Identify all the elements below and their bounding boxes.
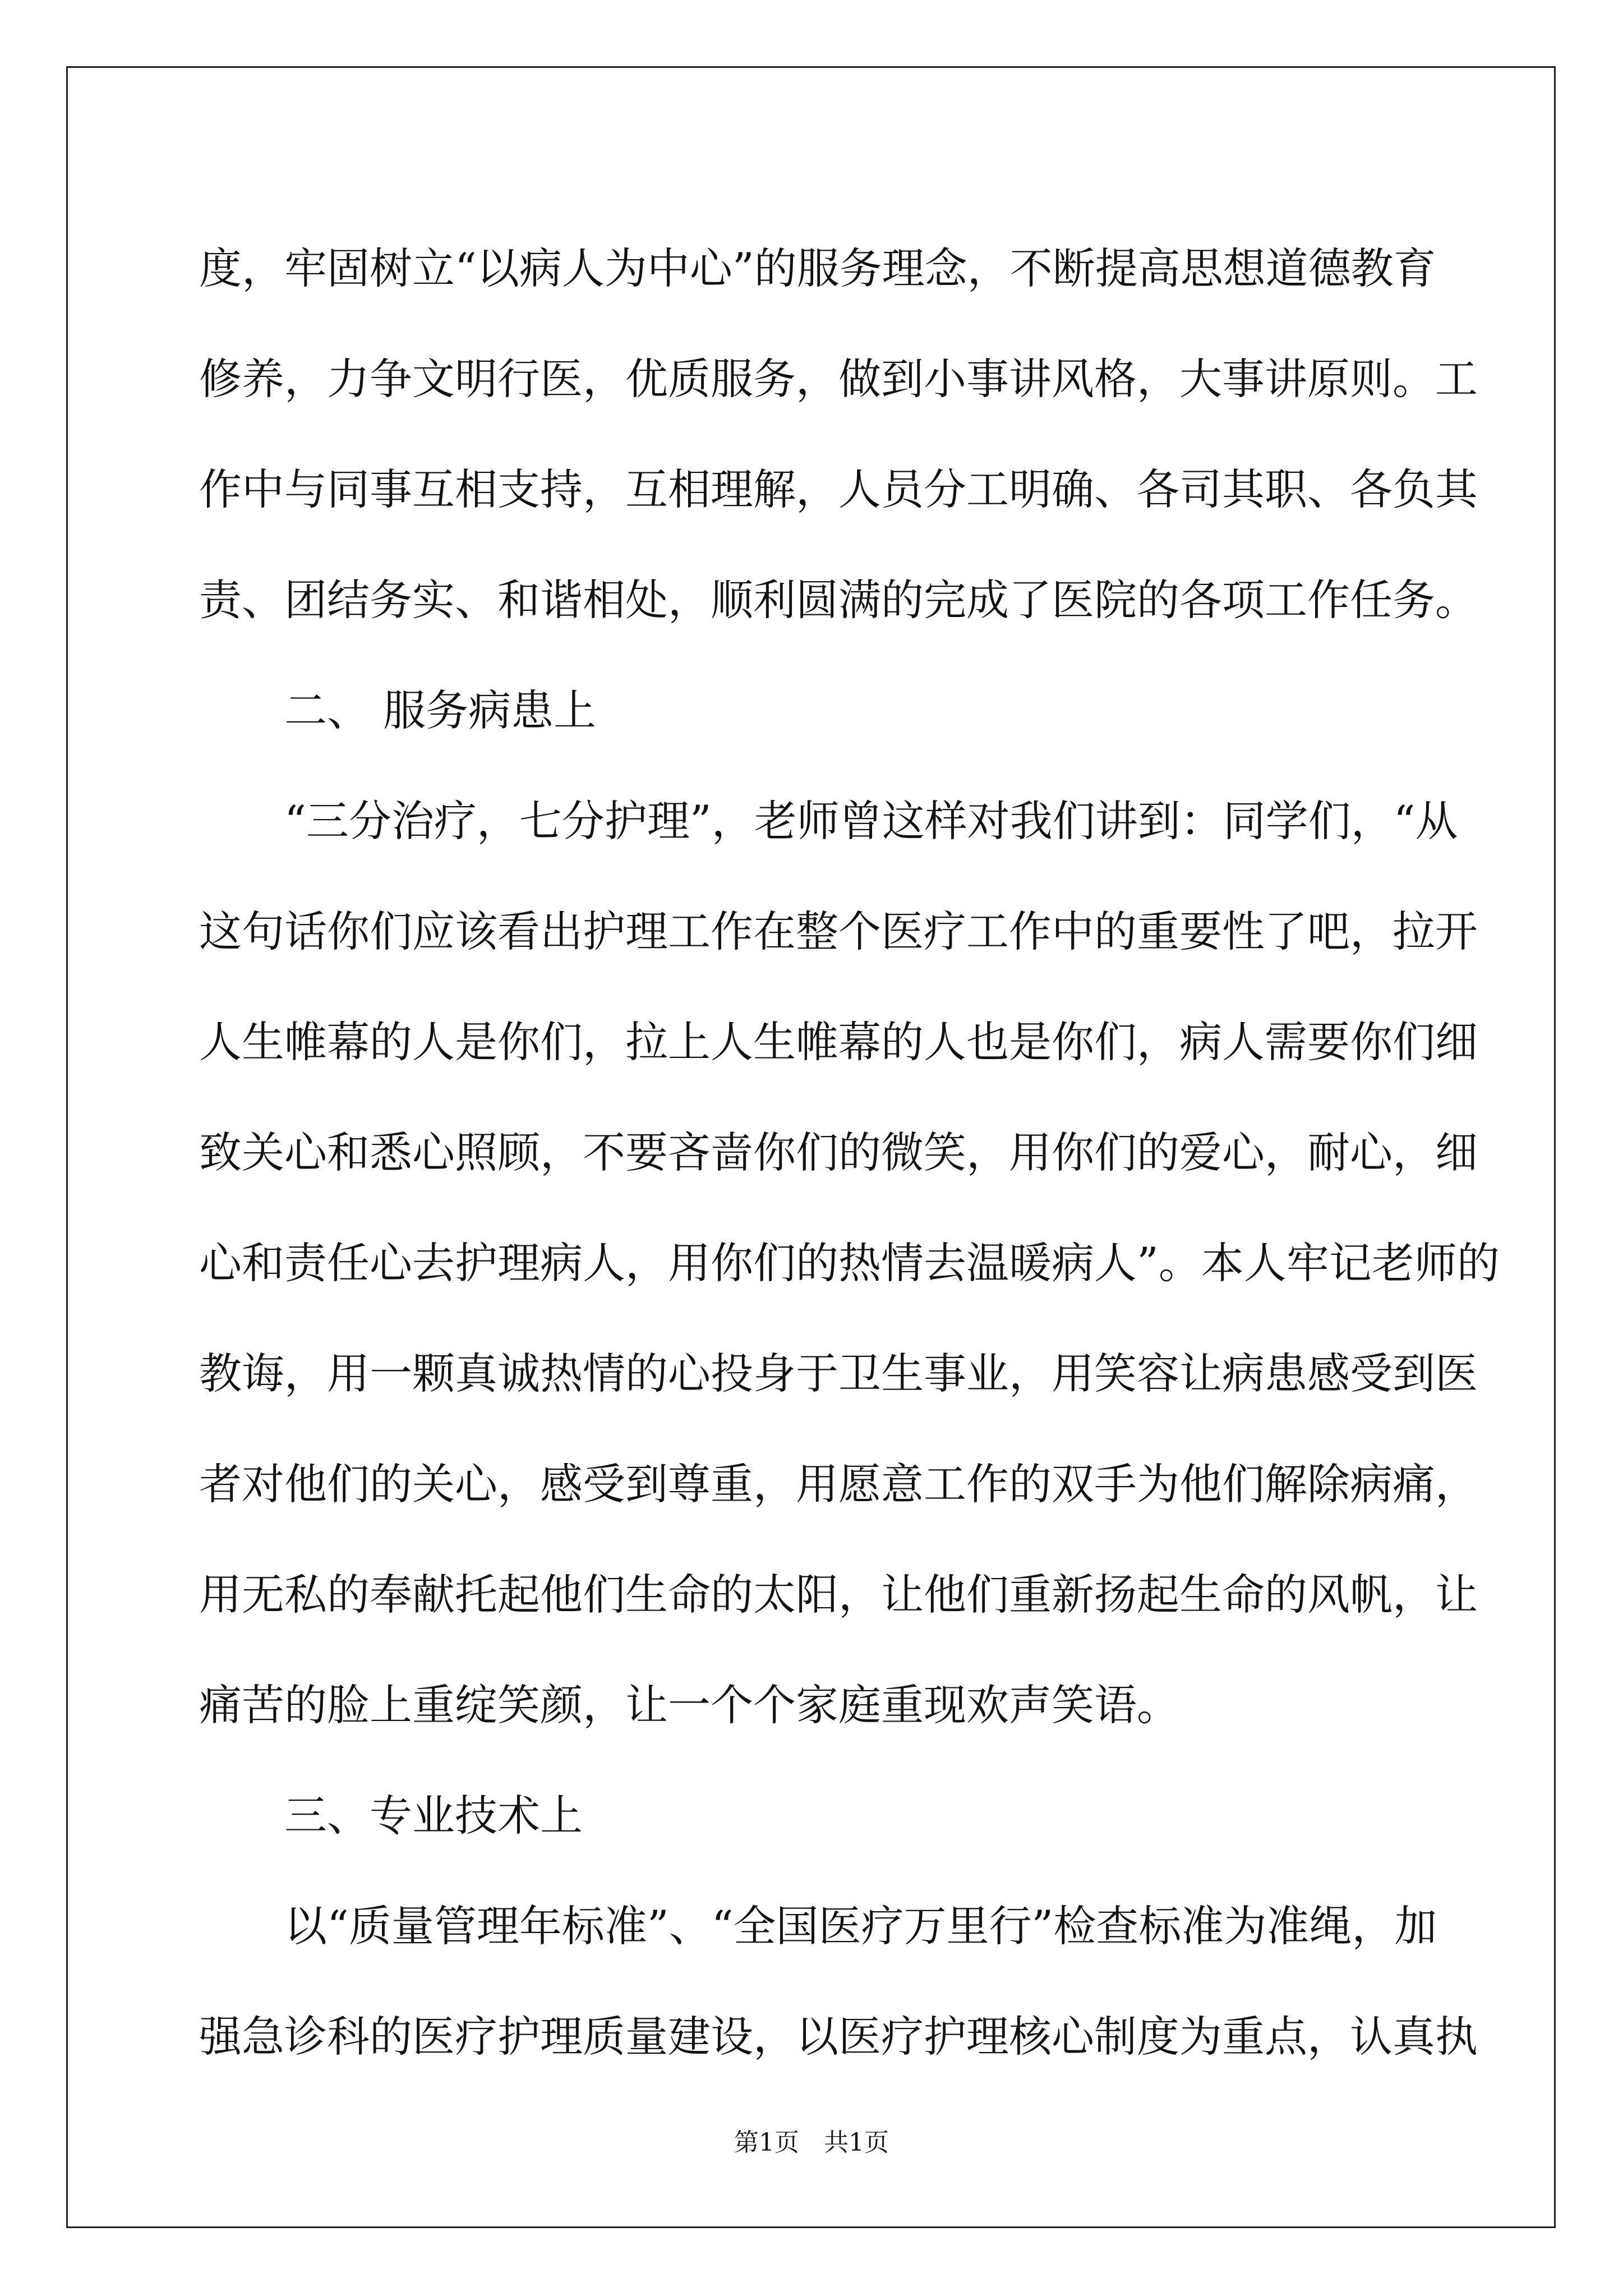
section-heading: 三、专业技术上 <box>284 1791 583 1841</box>
text-line: 以“质量管理年标准”、“全国医疗万里行”检查标准为准绳，加 <box>284 1901 1437 1951</box>
text-line: 教诲，用一颗真诚热情的心投身于卫生事业，用笑容让病患感受到医 <box>199 1349 1478 1398</box>
text-line: 作中与同事互相支持，互相理解，人员分工明确、各司其职、各负其 <box>199 464 1478 514</box>
text-line: 用无私的奉献托起他们生命的太阳，让他们重新扬起生命的风帆，让 <box>199 1570 1478 1619</box>
text-line: 这句话你们应该看出护理工作在整个医疗工作中的重要性了吧，拉开 <box>199 907 1478 956</box>
text-line: 致关心和悉心照顾，不要吝啬你们的微笑，用你们的爱心，耐心，细 <box>199 1128 1478 1177</box>
page-number-footer: 第1页 共1页 <box>734 2128 889 2157</box>
document-body <box>199 213 1500 2092</box>
text-line: 人生帷幕的人是你们，拉上人生帷幕的人也是你们，病人需要你们细 <box>199 1017 1478 1067</box>
text-line: 者对他们的关心，感受到尊重，用愿意工作的双手为他们解除病痛， <box>199 1459 1478 1509</box>
text-line: 痛苦的脸上重绽笑颜，让一个个家庭重现欢声笑语。 <box>199 1680 1179 1730</box>
text-line: “三分治疗，七分护理”，老师曾这样对我们讲到：同学们，“从 <box>284 796 1458 846</box>
text-line: 心和责任心去护理病人，用你们的热情去温暖病人”。本人牢记老师的 <box>199 1238 1500 1288</box>
text-line: 责、团结务实、和谐相处，顺利圆满的完成了医院的各项工作任务。 <box>199 575 1478 625</box>
text-line: 强急诊科的医疗护理质量建设，以医疗护理核心制度为重点，认真执 <box>199 2012 1478 2062</box>
text-line: 修养，力争文明行医，优质服务，做到小事讲风格，大事讲原则。工 <box>199 354 1478 404</box>
text-line: 度，牢固树立“以病人为中心”的服务理念，不断提高思想道德教育 <box>199 243 1436 293</box>
section-heading: 二、 服务病患上 <box>284 685 597 735</box>
